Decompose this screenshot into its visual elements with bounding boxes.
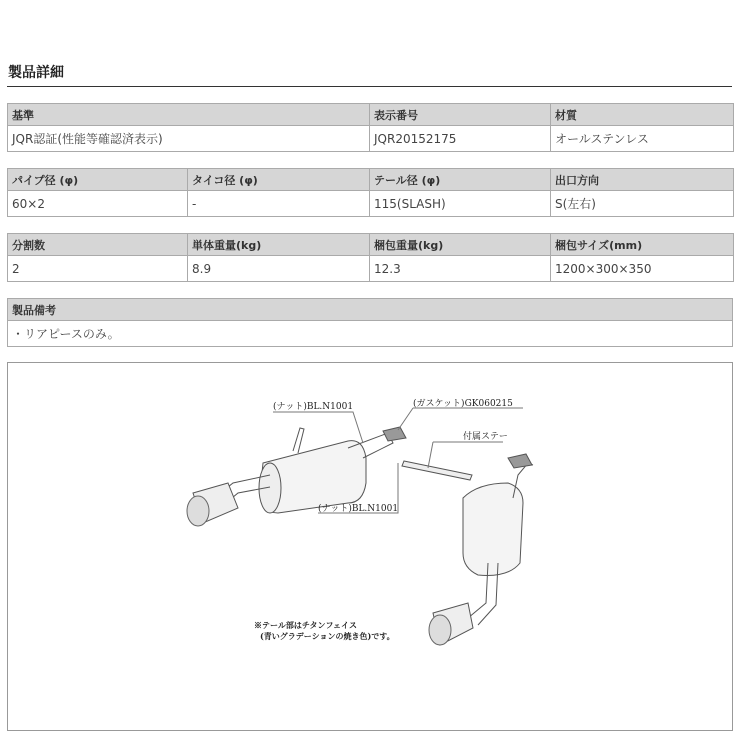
value-package-weight: 12.3 <box>370 256 551 282</box>
value-material: オールステンレス <box>551 126 734 152</box>
value-unit-weight: 8.9 <box>188 256 370 282</box>
header-unit-weight: 単体重量(kg) <box>188 234 370 256</box>
value-pipe-diameter: 60×2 <box>8 191 188 217</box>
note-line-2: (青いグラデーションの焼き色)です。 <box>260 631 395 641</box>
label-gasket: (ガスケット)GK060215 <box>413 399 513 409</box>
header-tail-diameter: テール径 (φ) <box>370 169 551 191</box>
header-package-size: 梱包サイズ(mm) <box>551 234 734 256</box>
header-standard: 基準 <box>8 104 370 126</box>
remarks-table <box>7 298 733 347</box>
label-nut-top: (ナット)BL.N1001 <box>273 402 354 412</box>
value-standard: JQR認証(性能等確認済表示) <box>8 126 370 152</box>
label-nut-bottom: (ナット)BL.N1001 <box>318 504 399 514</box>
page-title: 製品詳細 <box>8 65 64 81</box>
spec-table-standard <box>7 103 734 152</box>
header-remarks: 製品備考 <box>8 299 733 321</box>
header-display-number: 表示番号 <box>370 104 551 126</box>
spec-table-weights <box>7 233 734 282</box>
parts-diagram <box>7 362 733 731</box>
value-package-size: 1200×300×350 <box>551 256 734 282</box>
header-exit-direction: 出口方向 <box>551 169 734 191</box>
header-pipe-diameter: パイプ径 (φ) <box>8 169 188 191</box>
header-muffler-diameter: タイコ径 (φ) <box>188 169 370 191</box>
gasket-left <box>383 427 406 441</box>
label-stay: 付属ステー <box>463 432 508 442</box>
value-tail-diameter: 115(SLASH) <box>370 191 551 217</box>
note-line-1: ※テール部はチタンフェイス <box>254 620 357 630</box>
value-muffler-diameter: - <box>188 191 370 217</box>
value-remarks: ・リアピースのみ。 <box>8 321 733 347</box>
value-display-number: JQR20152175 <box>370 126 551 152</box>
value-pieces: 2 <box>8 256 188 282</box>
gasket-right <box>508 454 532 468</box>
header-pieces: 分割数 <box>8 234 188 256</box>
exhaust-illustration <box>8 363 732 730</box>
right-muffler <box>429 463 533 645</box>
spec-table-dimensions <box>7 168 734 217</box>
stay-bracket <box>402 461 472 480</box>
title-divider <box>7 86 732 87</box>
value-exit-direction: S(左右) <box>551 191 734 217</box>
header-material: 材質 <box>551 104 734 126</box>
header-package-weight: 梱包重量(kg) <box>370 234 551 256</box>
